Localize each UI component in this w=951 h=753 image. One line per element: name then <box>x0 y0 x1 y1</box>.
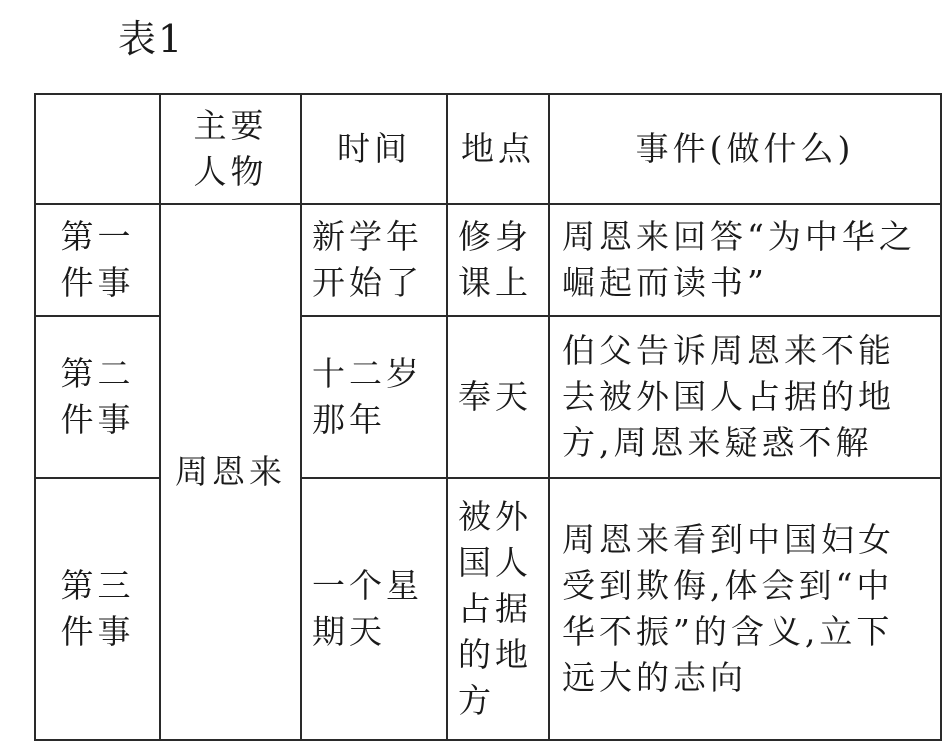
place-cell: 修身 课上 <box>447 204 549 316</box>
row-label: 第二 件事 <box>35 316 160 478</box>
header-main-person: 主要 人物 <box>160 94 301 204</box>
place-cell: 被外 国人 占据 的地 方 <box>447 478 549 740</box>
place-cell: 奉天 <box>447 316 549 478</box>
time-cell: 新学年 开始了 <box>301 204 447 316</box>
event-cell: 周恩来看到中国妇女 受到欺侮,体会到“中 华不振”的含义,立下 远大的志向 <box>549 478 941 740</box>
row-label: 第三 件事 <box>35 478 160 740</box>
header-event: 事件(做什么) <box>549 94 941 204</box>
time-cell: 一个星 期天 <box>301 478 447 740</box>
header-row <box>35 94 941 204</box>
event-cell: 周恩来回答“为中华之 崛起而读书” <box>549 204 941 316</box>
events-table <box>34 93 942 741</box>
table-row <box>35 204 941 316</box>
time-cell: 十二岁 那年 <box>301 316 447 478</box>
header-place: 地点 <box>447 94 549 204</box>
row-label: 第一 件事 <box>35 204 160 316</box>
header-time: 时间 <box>301 94 447 204</box>
header-empty-cell <box>35 94 160 204</box>
table-caption: 表1 <box>118 17 185 61</box>
event-cell: 伯父告诉周恩来不能 去被外国人占据的地 方,周恩来疑惑不解 <box>549 316 941 478</box>
person-cell: 周恩来 <box>160 204 301 740</box>
